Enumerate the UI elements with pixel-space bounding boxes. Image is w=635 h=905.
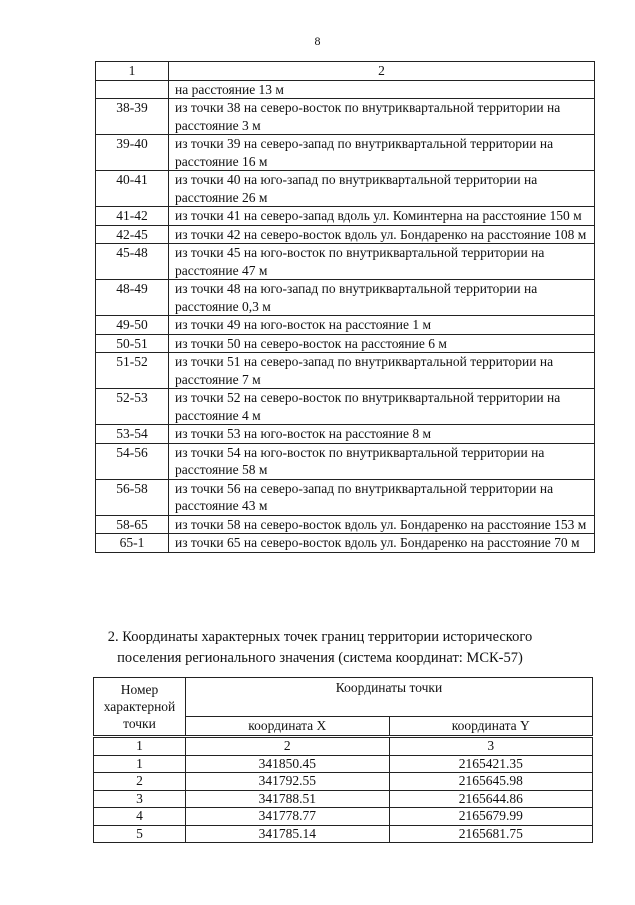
point-number: 5 — [94, 825, 186, 843]
y-coordinate-header: координата Y — [389, 717, 593, 737]
segment-description: из точки 40 на юго-запад по внутриквартальной территории на расстояние 26 м — [169, 171, 595, 207]
segment-code: 49-50 — [96, 316, 169, 335]
column-index-2: 2 — [186, 737, 390, 756]
table-row — [96, 244, 595, 280]
segment-description: из точки 65 на северо-восток вдоль ул. Бондаренко на расстояние 70 м — [169, 534, 595, 553]
table-row — [96, 389, 595, 425]
segment-code: 53-54 — [96, 425, 169, 444]
y-coordinate: 2165421.35 — [389, 755, 593, 773]
table-row — [96, 99, 595, 135]
table-header-row — [94, 678, 593, 717]
segment-code: 51-52 — [96, 353, 169, 389]
coordinates-header: Координаты точки — [186, 678, 593, 717]
segment-description: из точки 42 на северо-восток вдоль ул. Бондаренко на расстояние 108 м — [169, 225, 595, 244]
segment-description: из точки 53 на юго-восток на расстояние 8 м — [169, 425, 595, 444]
column-index-2: 2 — [169, 62, 595, 81]
y-coordinate: 2165645.98 — [389, 773, 593, 791]
segment-description: из точки 56 на северо-запад по внутриквартальной территории на расстояние 43 м — [169, 479, 595, 515]
x-coordinate: 341785.14 — [186, 825, 390, 843]
segment-description: из точки 48 на юго-запад по внутриквартальной территории на расстояние 0,3 м — [169, 280, 595, 316]
x-coordinate: 341792.55 — [186, 773, 390, 791]
point-number: 4 — [94, 808, 186, 826]
x-coordinate: 341778.77 — [186, 808, 390, 826]
segment-description: на расстояние 13 м — [169, 80, 595, 99]
segment-code: 45-48 — [96, 244, 169, 280]
page-number: 8 — [314, 34, 321, 48]
table-header-row — [96, 62, 595, 81]
segment-code: 56-58 — [96, 479, 169, 515]
segment-description: из точки 52 на северо-восток по внутриквартальной территории на расстояние 4 м — [169, 389, 595, 425]
y-coordinate: 2165644.86 — [389, 790, 593, 808]
table-row — [96, 80, 595, 99]
section-heading: 2. Координаты характерных точек границ территории исторического поселения регионального значения (система координат: МСК-57) — [107, 629, 533, 666]
segment-description: из точки 49 на юго-восток на расстояние 1 м — [169, 316, 595, 335]
y-coordinate: 2165681.75 — [389, 825, 593, 843]
segment-description: из точки 51 на северо-запад по внутриквартальной территории на расстояние 7 м — [169, 353, 595, 389]
coordinates-table — [93, 677, 593, 843]
segment-code: 54-56 — [96, 443, 169, 479]
column-index-1: 1 — [96, 62, 169, 81]
segment-code: 40-41 — [96, 171, 169, 207]
segment-code — [96, 80, 169, 99]
table-row — [96, 443, 595, 479]
segment-code: 39-40 — [96, 135, 169, 171]
boundary-description-table — [95, 61, 595, 553]
table-row — [96, 334, 595, 353]
table-row — [96, 425, 595, 444]
segment-code: 38-39 — [96, 99, 169, 135]
column-index-row — [94, 737, 593, 756]
x-coordinate: 341850.45 — [186, 755, 390, 773]
table-row — [96, 171, 595, 207]
point-number-header: Номер характерной точки — [94, 678, 186, 737]
segment-description: из точки 39 на северо-запад по внутриквартальной территории на расстояние 16 м — [169, 135, 595, 171]
table-row — [96, 479, 595, 515]
point-number: 2 — [94, 773, 186, 791]
table-row — [96, 515, 595, 534]
segment-code: 41-42 — [96, 207, 169, 226]
segment-code: 58-65 — [96, 515, 169, 534]
segment-description: из точки 41 на северо-запад вдоль ул. Коминтерна на расстояние 150 м — [169, 207, 595, 226]
point-number: 3 — [94, 790, 186, 808]
segment-description: из точки 45 на юго-восток по внутриквартальной территории на расстояние 47 м — [169, 244, 595, 280]
segment-description: из точки 54 на юго-восток по внутриквартальной территории на расстояние 58 м — [169, 443, 595, 479]
point-number: 1 — [94, 755, 186, 773]
table-row — [94, 825, 593, 843]
segment-description: из точки 38 на северо-восток по внутриквартальной территории на расстояние 3 м — [169, 99, 595, 135]
segment-code: 50-51 — [96, 334, 169, 353]
segment-code: 65-1 — [96, 534, 169, 553]
table-row — [96, 207, 595, 226]
table-row — [96, 316, 595, 335]
table-row — [96, 534, 595, 553]
table-row — [96, 135, 595, 171]
table-row — [94, 773, 593, 791]
table-row — [94, 755, 593, 773]
segment-code: 48-49 — [96, 280, 169, 316]
table-row — [94, 808, 593, 826]
segment-description: из точки 50 на северо-восток на расстояние 6 м — [169, 334, 595, 353]
segment-code: 42-45 — [96, 225, 169, 244]
table-row — [94, 790, 593, 808]
column-index-1: 1 — [94, 737, 186, 756]
segment-description: из точки 58 на северо-восток вдоль ул. Бондаренко на расстояние 153 м — [169, 515, 595, 534]
x-coordinate: 341788.51 — [186, 790, 390, 808]
table-row — [96, 225, 595, 244]
x-coordinate-header: координата X — [186, 717, 390, 737]
segment-code: 52-53 — [96, 389, 169, 425]
table-row — [96, 280, 595, 316]
table-row — [96, 353, 595, 389]
y-coordinate: 2165679.99 — [389, 808, 593, 826]
column-index-3: 3 — [389, 737, 593, 756]
